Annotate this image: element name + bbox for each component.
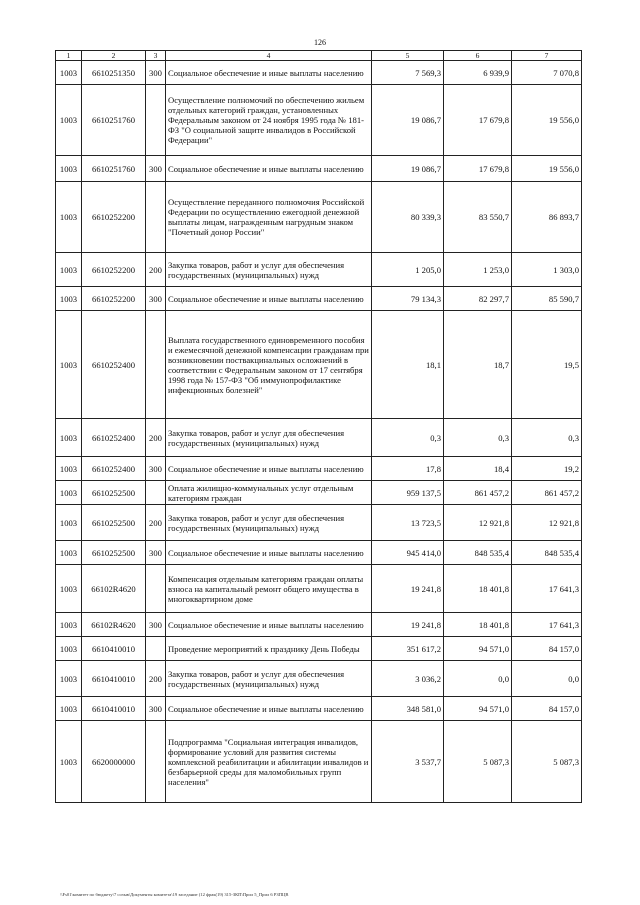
table-row <box>56 541 582 565</box>
amount-col-5: 0,3 <box>372 419 444 457</box>
amount-col-5: 1 205,0 <box>372 253 444 287</box>
expense-type-code: 200 <box>146 419 166 457</box>
expense-type-code: 300 <box>146 613 166 637</box>
section-code: 1003 <box>56 721 82 803</box>
table-row <box>56 287 582 311</box>
section-code: 1003 <box>56 156 82 182</box>
column-header-5: 5 <box>372 51 444 61</box>
target-article-code: 6610410010 <box>82 637 146 661</box>
amount-col-7: 19,5 <box>512 311 582 419</box>
amount-col-7: 19,2 <box>512 457 582 481</box>
row-description: Социальное обеспечение и иные выплаты населению <box>166 287 372 311</box>
budget-table <box>55 50 582 803</box>
amount-col-6: 94 571,0 <box>444 637 512 661</box>
table-row <box>56 721 582 803</box>
amount-col-6: 17 679,8 <box>444 85 512 156</box>
row-description: Закупка товаров, работ и услуг для обеспечения государственных (муниципальных) нужд <box>166 505 372 541</box>
target-article-code: 66102R4620 <box>82 613 146 637</box>
amount-col-6: 5 087,3 <box>444 721 512 803</box>
amount-col-5: 79 134,3 <box>372 287 444 311</box>
target-article-code: 6620000000 <box>82 721 146 803</box>
footer-file-path: \\Fs01\комитет по бюджету\7 созыв\Документы комитета\19 заседание (12 фрак(19) 315-ЗКП\Прил 5_Прил 6 РЗПЦВ <box>60 892 289 897</box>
target-article-code: 6610252400 <box>82 419 146 457</box>
section-code: 1003 <box>56 637 82 661</box>
target-article-code: 6610252200 <box>82 182 146 253</box>
section-code: 1003 <box>56 457 82 481</box>
amount-col-5: 19 086,7 <box>372 156 444 182</box>
amount-col-7: 84 157,0 <box>512 637 582 661</box>
row-description: Закупка товаров, работ и услуг для обеспечения государственных (муниципальных) нужд <box>166 419 372 457</box>
amount-col-6: 861 457,2 <box>444 481 512 505</box>
page-number: 126 <box>314 38 326 47</box>
amount-col-7: 12 921,8 <box>512 505 582 541</box>
expense-type-code <box>146 481 166 505</box>
table-row <box>56 311 582 419</box>
expense-type-code: 300 <box>146 697 166 721</box>
amount-col-7: 85 590,7 <box>512 287 582 311</box>
table-row <box>56 481 582 505</box>
amount-col-6: 18 401,8 <box>444 565 512 613</box>
expense-type-code <box>146 637 166 661</box>
amount-col-5: 348 581,0 <box>372 697 444 721</box>
section-code: 1003 <box>56 182 82 253</box>
amount-col-6: 12 921,8 <box>444 505 512 541</box>
amount-col-5: 19 241,8 <box>372 565 444 613</box>
section-code: 1003 <box>56 541 82 565</box>
amount-col-7: 1 303,0 <box>512 253 582 287</box>
row-description: Социальное обеспечение и иные выплаты населению <box>166 156 372 182</box>
amount-col-6: 0,3 <box>444 419 512 457</box>
expense-type-code: 200 <box>146 661 166 697</box>
table-row <box>56 565 582 613</box>
amount-col-7: 0,3 <box>512 419 582 457</box>
amount-col-5: 7 569,3 <box>372 61 444 85</box>
amount-col-7: 848 535,4 <box>512 541 582 565</box>
table-row <box>56 253 582 287</box>
column-header-7: 7 <box>512 51 582 61</box>
row-description: Выплата государственного единовременного пособия и ежемесячной денежной компенсации гражданам при возникновении поствакцинальных осложнений в соответствии с Федеральным законом от 17 сентября 1998 года № 157-ФЗ "Об иммунопрофилактике инфекционных болезней" <box>166 311 372 419</box>
amount-col-7: 17 641,3 <box>512 565 582 613</box>
row-description: Социальное обеспечение и иные выплаты населению <box>166 457 372 481</box>
table-row <box>56 637 582 661</box>
amount-col-7: 84 157,0 <box>512 697 582 721</box>
row-description: Компенсация отдельным категориям граждан оплаты взноса на капитальный ремонт общего имущества в многоквартирном доме <box>166 565 372 613</box>
section-code: 1003 <box>56 613 82 637</box>
column-header-3: 3 <box>146 51 166 61</box>
amount-col-7: 17 641,3 <box>512 613 582 637</box>
table-row <box>56 661 582 697</box>
row-description: Закупка товаров, работ и услуг для обеспечения государственных (муниципальных) нужд <box>166 253 372 287</box>
expense-type-code: 200 <box>146 505 166 541</box>
row-description: Подпрограмма "Социальная интеграция инвалидов, формирование условий для развития системы комплексной реабилитации и абилитации инвалидов и безбарьерной среды для маломобильных групп населения" <box>166 721 372 803</box>
target-article-code: 6610252200 <box>82 287 146 311</box>
column-header-4: 4 <box>166 51 372 61</box>
target-article-code: 6610410010 <box>82 697 146 721</box>
expense-type-code: 300 <box>146 541 166 565</box>
expense-type-code <box>146 182 166 253</box>
amount-col-5: 945 414,0 <box>372 541 444 565</box>
table-row <box>56 697 582 721</box>
section-code: 1003 <box>56 311 82 419</box>
expense-type-code: 300 <box>146 156 166 182</box>
table-row <box>56 182 582 253</box>
target-article-code: 6610251760 <box>82 85 146 156</box>
amount-col-5: 3 537,7 <box>372 721 444 803</box>
amount-col-6: 18,7 <box>444 311 512 419</box>
row-description: Социальное обеспечение и иные выплаты населению <box>166 697 372 721</box>
amount-col-7: 5 087,3 <box>512 721 582 803</box>
target-article-code: 6610410010 <box>82 661 146 697</box>
amount-col-5: 3 036,2 <box>372 661 444 697</box>
row-description: Осуществление полномочий по обеспечению жильем отдельных категорий граждан, установленных Федеральным законом от 24 ноября 1995 года № 181-ФЗ "О социальной защите инвалидов в Российской Федерации" <box>166 85 372 156</box>
table-row <box>56 419 582 457</box>
target-article-code: 6610252400 <box>82 457 146 481</box>
amount-col-6: 18,4 <box>444 457 512 481</box>
expense-type-code <box>146 721 166 803</box>
target-article-code: 6610252500 <box>82 505 146 541</box>
expense-type-code <box>146 311 166 419</box>
amount-col-6: 17 679,8 <box>444 156 512 182</box>
table-row <box>56 505 582 541</box>
section-code: 1003 <box>56 697 82 721</box>
target-article-code: 66102R4620 <box>82 565 146 613</box>
target-article-code: 6610251760 <box>82 156 146 182</box>
column-number-row <box>56 51 582 61</box>
table-row <box>56 613 582 637</box>
section-code: 1003 <box>56 253 82 287</box>
target-article-code: 6610252500 <box>82 481 146 505</box>
amount-col-7: 19 556,0 <box>512 156 582 182</box>
amount-col-5: 19 241,8 <box>372 613 444 637</box>
amount-col-7: 86 893,7 <box>512 182 582 253</box>
amount-col-6: 82 297,7 <box>444 287 512 311</box>
amount-col-5: 959 137,5 <box>372 481 444 505</box>
target-article-code: 6610251350 <box>82 61 146 85</box>
amount-col-7: 0,0 <box>512 661 582 697</box>
section-code: 1003 <box>56 565 82 613</box>
amount-col-7: 19 556,0 <box>512 85 582 156</box>
column-header-6: 6 <box>444 51 512 61</box>
amount-col-6: 6 939,9 <box>444 61 512 85</box>
expense-type-code: 200 <box>146 253 166 287</box>
row-description: Оплата жилищно-коммунальных услуг отдельным категориям граждан <box>166 481 372 505</box>
row-description: Социальное обеспечение и иные выплаты населению <box>166 61 372 85</box>
expense-type-code: 300 <box>146 287 166 311</box>
amount-col-7: 7 070,8 <box>512 61 582 85</box>
target-article-code: 6610252200 <box>82 253 146 287</box>
section-code: 1003 <box>56 505 82 541</box>
section-code: 1003 <box>56 287 82 311</box>
expense-type-code: 300 <box>146 457 166 481</box>
section-code: 1003 <box>56 85 82 156</box>
table-row <box>56 61 582 85</box>
section-code: 1003 <box>56 661 82 697</box>
amount-col-5: 19 086,7 <box>372 85 444 156</box>
row-description: Осуществление переданного полномочия Российской Федерации по осуществлению ежегодной денежной выплаты лицам, награжденным нагрудным знаком "Почетный донор России" <box>166 182 372 253</box>
expense-type-code <box>146 565 166 613</box>
amount-col-6: 848 535,4 <box>444 541 512 565</box>
section-code: 1003 <box>56 61 82 85</box>
amount-col-6: 83 550,7 <box>444 182 512 253</box>
amount-col-5: 13 723,5 <box>372 505 444 541</box>
table-row <box>56 457 582 481</box>
expense-type-code <box>146 85 166 156</box>
row-description: Проведение мероприятий к празднику День Победы <box>166 637 372 661</box>
amount-col-7: 861 457,2 <box>512 481 582 505</box>
row-description: Социальное обеспечение и иные выплаты населению <box>166 541 372 565</box>
amount-col-6: 94 571,0 <box>444 697 512 721</box>
row-description: Социальное обеспечение и иные выплаты населению <box>166 613 372 637</box>
section-code: 1003 <box>56 419 82 457</box>
target-article-code: 6610252400 <box>82 311 146 419</box>
amount-col-5: 17,8 <box>372 457 444 481</box>
amount-col-5: 18,1 <box>372 311 444 419</box>
table-row <box>56 85 582 156</box>
expense-type-code: 300 <box>146 61 166 85</box>
amount-col-6: 1 253,0 <box>444 253 512 287</box>
amount-col-6: 0,0 <box>444 661 512 697</box>
row-description: Закупка товаров, работ и услуг для обеспечения государственных (муниципальных) нужд <box>166 661 372 697</box>
table-row <box>56 156 582 182</box>
column-header-2: 2 <box>82 51 146 61</box>
column-header-1: 1 <box>56 51 82 61</box>
amount-col-5: 351 617,2 <box>372 637 444 661</box>
section-code: 1003 <box>56 481 82 505</box>
target-article-code: 6610252500 <box>82 541 146 565</box>
amount-col-5: 80 339,3 <box>372 182 444 253</box>
amount-col-6: 18 401,8 <box>444 613 512 637</box>
